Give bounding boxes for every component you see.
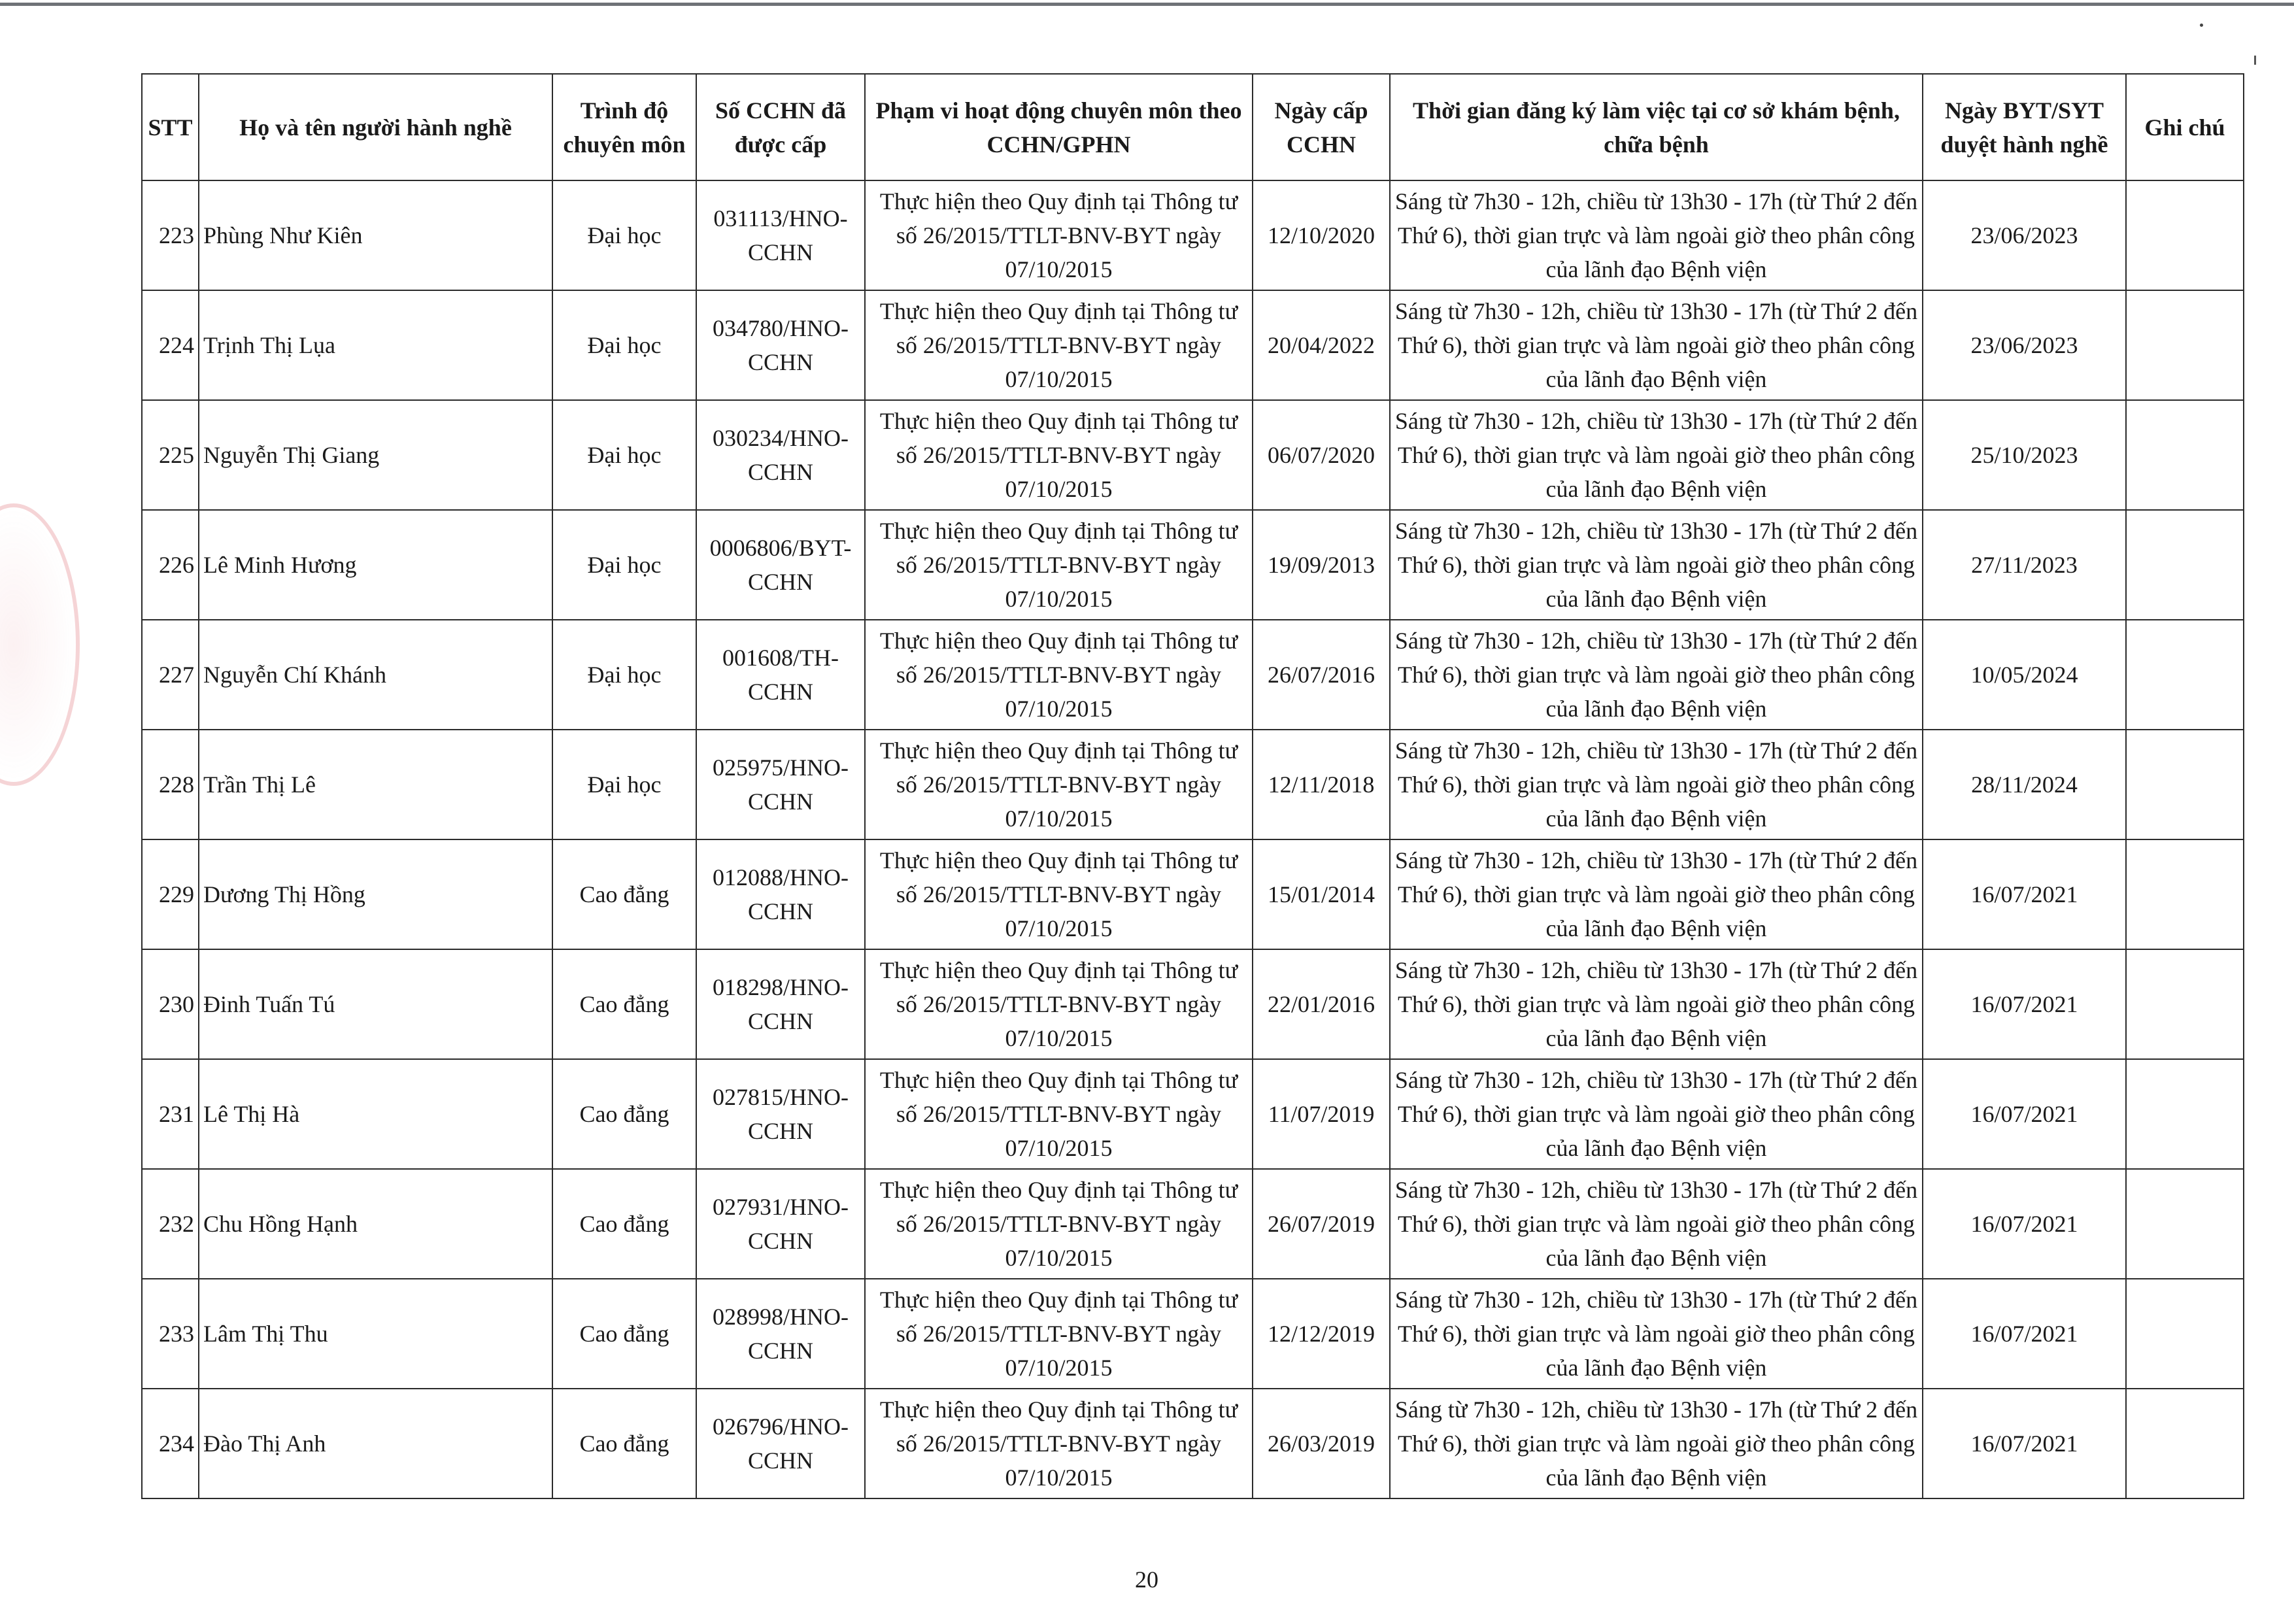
cell-stt: 226 (142, 510, 199, 620)
cell-approved: 25/10/2023 (1923, 400, 2126, 510)
table-row (142, 839, 2244, 949)
practitioner-table (141, 73, 2244, 1499)
table-row (142, 1279, 2244, 1389)
cell-stt: 228 (142, 730, 199, 839)
cell-scope: Thực hiện theo Quy định tại Thông tư số 26/2015/TTLT-BNV-BYT ngày 07/10/2015 (865, 1169, 1253, 1279)
cell-level: Đại học (552, 730, 696, 839)
red-seal-stamp (0, 503, 80, 786)
cell-note (2126, 730, 2244, 839)
cell-stt: 229 (142, 839, 199, 949)
cell-date-issued: 26/07/2016 (1253, 620, 1390, 730)
header-scope: Phạm vi hoạt động chuyên môn theo CCHN/GPHN (865, 74, 1253, 180)
header-note: Ghi chú (2126, 74, 2244, 180)
cell-stt: 231 (142, 1059, 199, 1169)
cell-cert: 018298/HNO-CCHN (696, 949, 865, 1059)
cell-cert: 001608/TH-CCHN (696, 620, 865, 730)
cell-level: Cao đẳng (552, 1389, 696, 1498)
cell-scope: Thực hiện theo Quy định tại Thông tư số 26/2015/TTLT-BNV-BYT ngày 07/10/2015 (865, 1389, 1253, 1498)
cell-note (2126, 949, 2244, 1059)
cell-name: Lê Thị Hà (199, 1059, 552, 1169)
cell-schedule: Sáng từ 7h30 - 12h, chiều từ 13h30 - 17h (từ Thứ 2 đến Thứ 6), thời gian trực và làm ngoài giờ theo phân công của lãnh đạo Bệnh viện (1390, 949, 1923, 1059)
cell-name: Dương Thị Hồng (199, 839, 552, 949)
cell-schedule: Sáng từ 7h30 - 12h, chiều từ 13h30 - 17h (từ Thứ 2 đến Thứ 6), thời gian trực và làm ngoài giờ theo phân công của lãnh đạo Bệnh viện (1390, 730, 1923, 839)
table-row (142, 1169, 2244, 1279)
cell-approved: 16/07/2021 (1923, 1059, 2126, 1169)
header-stt: STT (142, 74, 199, 180)
cell-date-issued: 11/07/2019 (1253, 1059, 1390, 1169)
cell-cert: 028998/HNO-CCHN (696, 1279, 865, 1389)
cell-note (2126, 1059, 2244, 1169)
cell-date-issued: 20/04/2022 (1253, 290, 1390, 400)
cell-schedule: Sáng từ 7h30 - 12h, chiều từ 13h30 - 17h (từ Thứ 2 đến Thứ 6), thời gian trực và làm ngoài giờ theo phân công của lãnh đạo Bệnh viện (1390, 510, 1923, 620)
cell-note (2126, 1279, 2244, 1389)
cell-stt: 225 (142, 400, 199, 510)
table-row (142, 1389, 2244, 1498)
cell-note (2126, 180, 2244, 290)
cell-approved: 16/07/2021 (1923, 1279, 2126, 1389)
cell-cert: 0006806/BYT-CCHN (696, 510, 865, 620)
cell-note (2126, 839, 2244, 949)
cell-cert: 027931/HNO-CCHN (696, 1169, 865, 1279)
cell-date-issued: 22/01/2016 (1253, 949, 1390, 1059)
cell-cert: 027815/HNO-CCHN (696, 1059, 865, 1169)
cell-name: Nguyễn Thị Giang (199, 400, 552, 510)
cell-approved: 10/05/2024 (1923, 620, 2126, 730)
table-row (142, 180, 2244, 290)
cell-level: Cao đẳng (552, 1059, 696, 1169)
cell-schedule: Sáng từ 7h30 - 12h, chiều từ 13h30 - 17h (từ Thứ 2 đến Thứ 6), thời gian trực và làm ngoài giờ theo phân công của lãnh đạo Bệnh viện (1390, 290, 1923, 400)
cell-schedule: Sáng từ 7h30 - 12h, chiều từ 13h30 - 17h (từ Thứ 2 đến Thứ 6), thời gian trực và làm ngoài giờ theo phân công của lãnh đạo Bệnh viện (1390, 1169, 1923, 1279)
cell-name: Nguyễn Chí Khánh (199, 620, 552, 730)
cell-scope: Thực hiện theo Quy định tại Thông tư số 26/2015/TTLT-BNV-BYT ngày 07/10/2015 (865, 180, 1253, 290)
cell-schedule: Sáng từ 7h30 - 12h, chiều từ 13h30 - 17h (từ Thứ 2 đến Thứ 6), thời gian trực và làm ngoài giờ theo phân công của lãnh đạo Bệnh viện (1390, 839, 1923, 949)
cell-scope: Thực hiện theo Quy định tại Thông tư số 26/2015/TTLT-BNV-BYT ngày 07/10/2015 (865, 1279, 1253, 1389)
cell-name: Lê Minh Hương (199, 510, 552, 620)
cell-scope: Thực hiện theo Quy định tại Thông tư số 26/2015/TTLT-BNV-BYT ngày 07/10/2015 (865, 839, 1253, 949)
cell-level: Đại học (552, 290, 696, 400)
table-row (142, 400, 2244, 510)
cell-note (2126, 620, 2244, 730)
page-number: 20 (1135, 1566, 1158, 1593)
cell-approved: 27/11/2023 (1923, 510, 2126, 620)
cell-schedule: Sáng từ 7h30 - 12h, chiều từ 13h30 - 17h (từ Thứ 2 đến Thứ 6), thời gian trực và làm ngoài giờ theo phân công của lãnh đạo Bệnh viện (1390, 180, 1923, 290)
cell-approved: 28/11/2024 (1923, 730, 2126, 839)
header-schedule: Thời gian đăng ký làm việc tại cơ sở khám bệnh, chữa bệnh (1390, 74, 1923, 180)
cell-stt: 232 (142, 1169, 199, 1279)
cell-date-issued: 26/07/2019 (1253, 1169, 1390, 1279)
cell-stt: 224 (142, 290, 199, 400)
cell-stt: 223 (142, 180, 199, 290)
table-row (142, 510, 2244, 620)
cell-approved: 16/07/2021 (1923, 949, 2126, 1059)
cell-scope: Thực hiện theo Quy định tại Thông tư số 26/2015/TTLT-BNV-BYT ngày 07/10/2015 (865, 290, 1253, 400)
cell-stt: 230 (142, 949, 199, 1059)
table-row (142, 1059, 2244, 1169)
cell-level: Đại học (552, 510, 696, 620)
cell-name: Đào Thị Anh (199, 1389, 552, 1498)
cell-level: Đại học (552, 620, 696, 730)
cell-name: Đinh Tuấn Tú (199, 949, 552, 1059)
header-name: Họ và tên người hành nghề (199, 74, 552, 180)
cell-approved: 16/07/2021 (1923, 1389, 2126, 1498)
cell-cert: 025975/HNO-CCHN (696, 730, 865, 839)
cell-date-issued: 26/03/2019 (1253, 1389, 1390, 1498)
cell-date-issued: 06/07/2020 (1253, 400, 1390, 510)
cell-level: Đại học (552, 180, 696, 290)
cell-schedule: Sáng từ 7h30 - 12h, chiều từ 13h30 - 17h (từ Thứ 2 đến Thứ 6), thời gian trực và làm ngoài giờ theo phân công của lãnh đạo Bệnh viện (1390, 1059, 1923, 1169)
cell-stt: 234 (142, 1389, 199, 1498)
cell-note (2126, 290, 2244, 400)
cell-name: Trịnh Thị Lụa (199, 290, 552, 400)
table-row (142, 730, 2244, 839)
cell-approved: 16/07/2021 (1923, 839, 2126, 949)
header-date-issued: Ngày cấp CCHN (1253, 74, 1390, 180)
header-approved: Ngày BYT/SYT duyệt hành nghề (1923, 74, 2126, 180)
cell-note (2126, 400, 2244, 510)
cell-note (2126, 1169, 2244, 1279)
table-row (142, 290, 2244, 400)
table-row (142, 620, 2244, 730)
header-cert: Số CCHN đã được cấp (696, 74, 865, 180)
cell-name: Phùng Như Kiên (199, 180, 552, 290)
table-body (142, 180, 2244, 1498)
cell-date-issued: 12/12/2019 (1253, 1279, 1390, 1389)
cell-level: Cao đẳng (552, 839, 696, 949)
cell-name: Trần Thị Lê (199, 730, 552, 839)
header-level: Trình độ chuyên môn (552, 74, 696, 180)
scan-edge-mark (2254, 56, 2256, 65)
cell-scope: Thực hiện theo Quy định tại Thông tư số 26/2015/TTLT-BNV-BYT ngày 07/10/2015 (865, 949, 1253, 1059)
cell-name: Chu Hồng Hạnh (199, 1169, 552, 1279)
cell-level: Đại học (552, 400, 696, 510)
cell-scope: Thực hiện theo Quy định tại Thông tư số 26/2015/TTLT-BNV-BYT ngày 07/10/2015 (865, 620, 1253, 730)
cell-level: Cao đẳng (552, 1169, 696, 1279)
cell-stt: 233 (142, 1279, 199, 1389)
cell-name: Lâm Thị Thu (199, 1279, 552, 1389)
cell-scope: Thực hiện theo Quy định tại Thông tư số 26/2015/TTLT-BNV-BYT ngày 07/10/2015 (865, 510, 1253, 620)
cell-level: Cao đẳng (552, 949, 696, 1059)
cell-date-issued: 15/01/2014 (1253, 839, 1390, 949)
cell-date-issued: 19/09/2013 (1253, 510, 1390, 620)
cell-stt: 227 (142, 620, 199, 730)
cell-approved: 23/06/2023 (1923, 290, 2126, 400)
cell-cert: 031113/HNO-CCHN (696, 180, 865, 290)
cell-cert: 034780/HNO-CCHN (696, 290, 865, 400)
scan-speck (2200, 24, 2203, 27)
cell-scope: Thực hiện theo Quy định tại Thông tư số 26/2015/TTLT-BNV-BYT ngày 07/10/2015 (865, 1059, 1253, 1169)
cell-level: Cao đẳng (552, 1279, 696, 1389)
cell-cert: 030234/HNO-CCHN (696, 400, 865, 510)
cell-schedule: Sáng từ 7h30 - 12h, chiều từ 13h30 - 17h (từ Thứ 2 đến Thứ 6), thời gian trực và làm ngoài giờ theo phân công của lãnh đạo Bệnh viện (1390, 1279, 1923, 1389)
cell-schedule: Sáng từ 7h30 - 12h, chiều từ 13h30 - 17h (từ Thứ 2 đến Thứ 6), thời gian trực và làm ngoài giờ theo phân công của lãnh đạo Bệnh viện (1390, 1389, 1923, 1498)
cell-date-issued: 12/10/2020 (1253, 180, 1390, 290)
scan-top-border (0, 3, 2294, 6)
cell-approved: 23/06/2023 (1923, 180, 2126, 290)
cell-schedule: Sáng từ 7h30 - 12h, chiều từ 13h30 - 17h (từ Thứ 2 đến Thứ 6), thời gian trực và làm ngoài giờ theo phân công của lãnh đạo Bệnh viện (1390, 620, 1923, 730)
cell-date-issued: 12/11/2018 (1253, 730, 1390, 839)
cell-note (2126, 510, 2244, 620)
cell-schedule: Sáng từ 7h30 - 12h, chiều từ 13h30 - 17h (từ Thứ 2 đến Thứ 6), thời gian trực và làm ngoài giờ theo phân công của lãnh đạo Bệnh viện (1390, 400, 1923, 510)
cell-cert: 012088/HNO-CCHN (696, 839, 865, 949)
table-row (142, 949, 2244, 1059)
cell-scope: Thực hiện theo Quy định tại Thông tư số 26/2015/TTLT-BNV-BYT ngày 07/10/2015 (865, 400, 1253, 510)
cell-scope: Thực hiện theo Quy định tại Thông tư số 26/2015/TTLT-BNV-BYT ngày 07/10/2015 (865, 730, 1253, 839)
cell-approved: 16/07/2021 (1923, 1169, 2126, 1279)
cell-cert: 026796/HNO-CCHN (696, 1389, 865, 1498)
cell-note (2126, 1389, 2244, 1498)
table-header-row (142, 74, 2244, 180)
